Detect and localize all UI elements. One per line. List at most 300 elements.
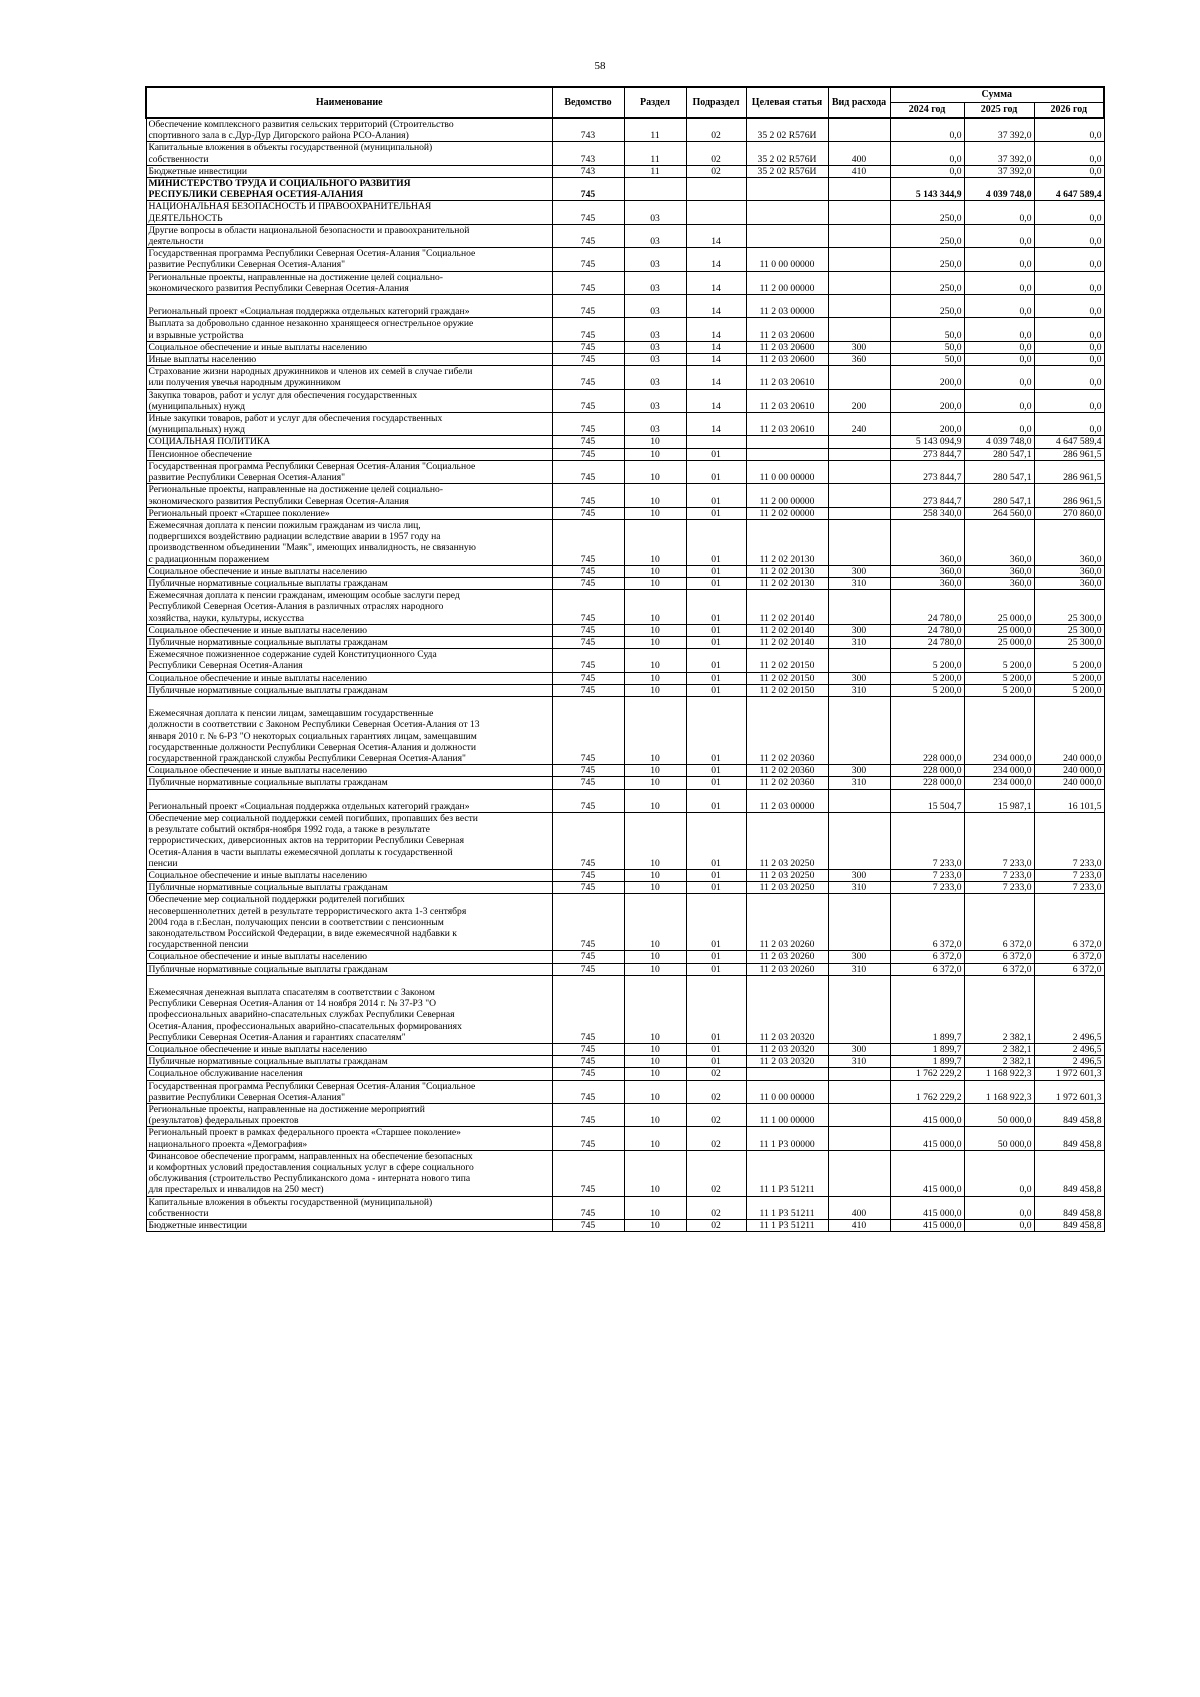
cell-2026: 0,0 bbox=[1034, 248, 1104, 271]
cell-target-article: 11 0 00 00000 bbox=[746, 460, 828, 483]
cell-2026: 4 647 589,4 bbox=[1034, 436, 1104, 448]
cell-2024: 5 200,0 bbox=[890, 672, 964, 684]
cell-dept: 745 bbox=[552, 271, 624, 294]
cell-2024: 415 000,0 bbox=[890, 1127, 964, 1150]
cell-name bbox=[146, 1150, 552, 1196]
cell-section: 10 bbox=[624, 484, 686, 507]
cell-name-line: Иные выплаты населению bbox=[148, 354, 257, 366]
cell-name-line: Выплата за добровольно сданное незаконно хранящееся огнестрельное оружие bbox=[148, 318, 474, 330]
cell-name bbox=[146, 696, 552, 764]
cell-dept: 743 bbox=[552, 165, 624, 177]
cell-target-article: 11 2 03 20320 bbox=[746, 975, 828, 1043]
cell-2025: 0,0 bbox=[964, 366, 1034, 389]
cell-expense-type bbox=[828, 224, 890, 247]
cell-subsection: 14 bbox=[686, 354, 746, 366]
cell-dept: 745 bbox=[552, 696, 624, 764]
table-row bbox=[146, 271, 1104, 294]
cell-name bbox=[146, 1196, 552, 1219]
cell-subsection: 01 bbox=[686, 624, 746, 636]
cell-target-article: 11 2 02 20150 bbox=[746, 672, 828, 684]
cell-target-article: 11 2 02 20150 bbox=[746, 649, 828, 672]
cell-name-line: Осетия-Алания в части выплаты ежемесячной доплаты к государственной bbox=[148, 846, 453, 858]
cell-name-line: НАЦИОНАЛЬНАЯ БЕЗОПАСНОСТЬ И ПРАВООХРАНИТЕЛЬНАЯ bbox=[148, 201, 432, 213]
cell-2026: 270 860,0 bbox=[1034, 507, 1104, 519]
cell-subsection: 02 bbox=[686, 165, 746, 177]
cell-2024: 250,0 bbox=[890, 271, 964, 294]
cell-2024: 200,0 bbox=[890, 389, 964, 412]
header-year-2024: 2024 год bbox=[890, 103, 964, 119]
cell-target-article: 11 2 02 20130 bbox=[746, 519, 828, 565]
cell-2025: 0,0 bbox=[964, 295, 1034, 318]
cell-expense-type: 310 bbox=[828, 777, 890, 789]
cell-2024: 5 143 344,9 bbox=[890, 178, 964, 201]
cell-section: 10 bbox=[624, 507, 686, 519]
cell-section: 10 bbox=[624, 777, 686, 789]
cell-target-article: 11 2 03 20600 bbox=[746, 354, 828, 366]
cell-name-line: ДЕЯТЕЛЬНОСТЬ bbox=[148, 212, 223, 224]
cell-target-article: 11 2 02 20360 bbox=[746, 696, 828, 764]
cell-name-line: Иные закупки товаров, работ и услуг для обеспечения государственных bbox=[148, 413, 443, 425]
table-row bbox=[146, 201, 1104, 224]
cell-dept: 745 bbox=[552, 975, 624, 1043]
cell-target-article: 11 2 03 00000 bbox=[746, 789, 828, 812]
cell-2026: 360,0 bbox=[1034, 565, 1104, 577]
cell-name-line: Другие вопросы в области национальной безопасности и правоохранительной bbox=[148, 224, 470, 236]
cell-2024: 273 844,7 bbox=[890, 460, 964, 483]
cell-name-line: Социальное обеспечение и иные выплаты населению bbox=[148, 624, 367, 636]
cell-2026: 0,0 bbox=[1034, 201, 1104, 224]
cell-2026: 0,0 bbox=[1034, 295, 1104, 318]
cell-name-line: Региональный проект «Социальная поддержка отдельных категорий граждан» bbox=[148, 800, 470, 812]
table-row bbox=[146, 1068, 1104, 1080]
cell-name bbox=[146, 777, 552, 789]
cell-expense-type bbox=[828, 318, 890, 341]
cell-2026: 286 961,5 bbox=[1034, 460, 1104, 483]
cell-name bbox=[146, 507, 552, 519]
cell-name-line: подвергшихся воздействию радиации вследствие аварии в 1957 году на bbox=[148, 531, 441, 543]
cell-2024: 1 762 229,2 bbox=[890, 1068, 964, 1080]
cell-expense-type: 410 bbox=[828, 165, 890, 177]
cell-subsection: 02 bbox=[686, 1080, 746, 1103]
cell-section: 03 bbox=[624, 201, 686, 224]
cell-expense-type: 240 bbox=[828, 413, 890, 436]
cell-name bbox=[146, 178, 552, 201]
cell-name-line: Пенсионное обеспечение bbox=[148, 448, 252, 460]
cell-name-line: Капитальные вложения в объекты государственной (муниципальной) bbox=[148, 142, 433, 154]
cell-subsection: 01 bbox=[686, 882, 746, 894]
cell-section: 03 bbox=[624, 354, 686, 366]
cell-name-line: Бюджетные инвестиции bbox=[148, 1220, 247, 1232]
cell-2026: 240 000,0 bbox=[1034, 765, 1104, 777]
table-row bbox=[146, 870, 1104, 882]
cell-section: 10 bbox=[624, 577, 686, 589]
cell-section: 10 bbox=[624, 882, 686, 894]
cell-target-article: 35 2 02 R576И bbox=[746, 165, 828, 177]
cell-section: 10 bbox=[624, 975, 686, 1043]
cell-2024: 0,0 bbox=[890, 165, 964, 177]
cell-dept: 745 bbox=[552, 201, 624, 224]
cell-dept: 745 bbox=[552, 484, 624, 507]
cell-2026: 0,0 bbox=[1034, 318, 1104, 341]
cell-section bbox=[624, 178, 686, 201]
cell-target-article: 11 2 03 20600 bbox=[746, 341, 828, 353]
cell-name-line: РЕСПУБЛИКИ СЕВЕРНАЯ ОСЕТИЯ-АЛАНИЯ bbox=[148, 189, 364, 201]
cell-dept: 743 bbox=[552, 118, 624, 142]
cell-expense-type: 410 bbox=[828, 1220, 890, 1232]
cell-2024: 24 780,0 bbox=[890, 636, 964, 648]
cell-2024: 415 000,0 bbox=[890, 1196, 964, 1219]
cell-name bbox=[146, 1056, 552, 1068]
cell-expense-type bbox=[828, 1080, 890, 1103]
cell-target-article: 11 2 03 20250 bbox=[746, 812, 828, 869]
cell-name bbox=[146, 672, 552, 684]
table-row bbox=[146, 436, 1104, 448]
cell-name-line: государственной пенсии bbox=[148, 939, 249, 951]
cell-section: 10 bbox=[624, 1150, 686, 1196]
cell-subsection: 01 bbox=[686, 565, 746, 577]
header-target-article: Целевая статья bbox=[746, 87, 828, 118]
cell-name bbox=[146, 142, 552, 165]
cell-2025: 5 200,0 bbox=[964, 649, 1034, 672]
cell-dept: 745 bbox=[552, 649, 624, 672]
cell-dept: 745 bbox=[552, 1056, 624, 1068]
table-row bbox=[146, 777, 1104, 789]
cell-dept: 745 bbox=[552, 870, 624, 882]
cell-expense-type bbox=[828, 1068, 890, 1080]
cell-name-line: Обеспечение комплексного развития сельских территорий (Строительство bbox=[148, 119, 454, 130]
cell-subsection: 02 bbox=[686, 118, 746, 142]
cell-2025: 0,0 bbox=[964, 318, 1034, 341]
cell-2026: 0,0 bbox=[1034, 389, 1104, 412]
cell-2024: 1 899,7 bbox=[890, 1056, 964, 1068]
cell-2024: 6 372,0 bbox=[890, 963, 964, 975]
cell-name-line: несовершеннолетних детей в результате террористического акта 1-3 сентября bbox=[148, 905, 467, 917]
cell-name-line: собственности bbox=[148, 153, 209, 165]
cell-name bbox=[146, 577, 552, 589]
cell-2026: 1 972 601,3 bbox=[1034, 1068, 1104, 1080]
cell-name bbox=[146, 951, 552, 963]
cell-2024: 228 000,0 bbox=[890, 765, 964, 777]
cell-dept: 745 bbox=[552, 389, 624, 412]
table-row bbox=[146, 696, 1104, 764]
cell-dept: 745 bbox=[552, 460, 624, 483]
cell-subsection: 01 bbox=[686, 649, 746, 672]
cell-name-line: (муниципальных) нужд bbox=[148, 424, 246, 436]
cell-target-article: 11 2 03 20610 bbox=[746, 413, 828, 436]
cell-target-article: 11 2 03 20260 bbox=[746, 951, 828, 963]
table-row bbox=[146, 963, 1104, 975]
cell-dept: 745 bbox=[552, 1127, 624, 1150]
cell-name-line: производственном объединении "Маяк", имеющих инвалидность, не связанную bbox=[148, 542, 476, 554]
cell-2026: 7 233,0 bbox=[1034, 812, 1104, 869]
cell-subsection: 01 bbox=[686, 765, 746, 777]
cell-section: 03 bbox=[624, 271, 686, 294]
cell-name bbox=[146, 1068, 552, 1080]
table-row bbox=[146, 341, 1104, 353]
cell-section: 10 bbox=[624, 460, 686, 483]
cell-2026: 849 458,8 bbox=[1034, 1196, 1104, 1219]
cell-section: 10 bbox=[624, 1056, 686, 1068]
cell-subsection: 01 bbox=[686, 577, 746, 589]
cell-section: 03 bbox=[624, 248, 686, 271]
cell-dept: 745 bbox=[552, 1044, 624, 1056]
cell-dept: 745 bbox=[552, 777, 624, 789]
cell-name-line: (результатов) федеральных проектов bbox=[148, 1115, 299, 1127]
cell-section: 10 bbox=[624, 448, 686, 460]
cell-2025: 0,0 bbox=[964, 341, 1034, 353]
cell-2024: 0,0 bbox=[890, 118, 964, 142]
table-row bbox=[146, 295, 1104, 318]
cell-subsection: 01 bbox=[686, 484, 746, 507]
cell-name-line: профессиональных аварийно-спасательных службах Республики Северная bbox=[148, 1009, 455, 1021]
cell-subsection: 01 bbox=[686, 951, 746, 963]
cell-2024: 415 000,0 bbox=[890, 1220, 964, 1232]
table-row bbox=[146, 178, 1104, 201]
cell-dept: 745 bbox=[552, 765, 624, 777]
header-name: Наименование bbox=[146, 87, 552, 118]
cell-2024: 5 200,0 bbox=[890, 684, 964, 696]
cell-name-line: Республики Северная Осетия-Алания и гарантиях спасателям" bbox=[148, 1031, 406, 1043]
cell-2025: 37 392,0 bbox=[964, 165, 1034, 177]
cell-expense-type bbox=[828, 1150, 890, 1196]
cell-expense-type: 310 bbox=[828, 963, 890, 975]
cell-subsection: 02 bbox=[686, 1127, 746, 1150]
cell-section: 03 bbox=[624, 341, 686, 353]
cell-target-article: 11 2 02 20360 bbox=[746, 777, 828, 789]
cell-name-line: для престарелых и инвалидов на 250 мест) bbox=[148, 1184, 324, 1196]
cell-name bbox=[146, 366, 552, 389]
table-body bbox=[146, 118, 1104, 1232]
cell-2025: 1 168 922,3 bbox=[964, 1068, 1034, 1080]
cell-dept: 745 bbox=[552, 318, 624, 341]
cell-name bbox=[146, 271, 552, 294]
cell-2025: 6 372,0 bbox=[964, 963, 1034, 975]
cell-section: 10 bbox=[624, 696, 686, 764]
cell-name-line: с радиационным поражением bbox=[148, 553, 270, 565]
cell-target-article: 11 1 P3 00000 bbox=[746, 1127, 828, 1150]
cell-2026: 16 101,5 bbox=[1034, 789, 1104, 812]
table-row bbox=[146, 975, 1104, 1043]
header-expense-type: Вид расхода bbox=[828, 87, 890, 118]
cell-name-line: Публичные нормативные социальные выплаты гражданам bbox=[148, 777, 388, 789]
cell-2025: 15 987,1 bbox=[964, 789, 1034, 812]
cell-name-line: Государственная программа Республики Северная Осетия-Алания "Социальное bbox=[148, 248, 476, 260]
cell-name bbox=[146, 975, 552, 1043]
cell-dept: 745 bbox=[552, 1220, 624, 1232]
cell-name-line: Публичные нормативные социальные выплаты гражданам bbox=[148, 1056, 388, 1068]
cell-target-article bbox=[746, 436, 828, 448]
cell-2024: 250,0 bbox=[890, 295, 964, 318]
cell-name-line: государственные должности Республики Северная Осетия-Алания и должности bbox=[148, 741, 477, 753]
cell-name-line: законодательством Российской Федерации, в виде ежемесячной надбавки к bbox=[148, 928, 457, 940]
cell-name bbox=[146, 295, 552, 318]
table-row bbox=[146, 224, 1104, 247]
cell-2024: 273 844,7 bbox=[890, 484, 964, 507]
table-row bbox=[146, 882, 1104, 894]
cell-name-line: Государственная программа Республики Северная Осетия-Алания "Социальное bbox=[148, 1080, 476, 1092]
cell-2024: 200,0 bbox=[890, 413, 964, 436]
cell-2025: 37 392,0 bbox=[964, 142, 1034, 165]
cell-subsection: 14 bbox=[686, 341, 746, 353]
cell-name-line: Обеспечение мер социальной поддержки родителей погибших bbox=[148, 894, 405, 906]
cell-2026: 25 300,0 bbox=[1034, 624, 1104, 636]
cell-name-line: или получения увечья народным дружинником bbox=[148, 377, 341, 389]
table-row bbox=[146, 590, 1104, 625]
cell-2026: 0,0 bbox=[1034, 366, 1104, 389]
cell-section: 03 bbox=[624, 366, 686, 389]
cell-2025: 5 200,0 bbox=[964, 684, 1034, 696]
cell-target-article: 11 2 03 20610 bbox=[746, 366, 828, 389]
cell-2025: 7 233,0 bbox=[964, 882, 1034, 894]
cell-2026: 7 233,0 bbox=[1034, 882, 1104, 894]
cell-2024: 24 780,0 bbox=[890, 590, 964, 625]
cell-2026: 849 458,8 bbox=[1034, 1220, 1104, 1232]
cell-name bbox=[146, 224, 552, 247]
cell-2025: 6 372,0 bbox=[964, 894, 1034, 951]
cell-name-line: обслуживания (строительство Республиканского дома - интерната нового типа bbox=[148, 1173, 471, 1185]
cell-dept: 745 bbox=[552, 590, 624, 625]
cell-subsection: 02 bbox=[686, 1104, 746, 1127]
cell-name-line: СОЦИАЛЬНАЯ ПОЛИТИКА bbox=[148, 436, 271, 448]
cell-2025: 0,0 bbox=[964, 413, 1034, 436]
header-year-2025: 2025 год bbox=[964, 103, 1034, 119]
cell-2024: 228 000,0 bbox=[890, 777, 964, 789]
cell-target-article: 11 1 P3 51211 bbox=[746, 1196, 828, 1219]
cell-target-article: 11 2 02 20130 bbox=[746, 565, 828, 577]
cell-name bbox=[146, 484, 552, 507]
cell-section: 10 bbox=[624, 870, 686, 882]
cell-2026: 0,0 bbox=[1034, 271, 1104, 294]
cell-name bbox=[146, 1080, 552, 1103]
cell-2026: 849 458,8 bbox=[1034, 1104, 1104, 1127]
cell-name-line: Ежемесячная доплата к пенсии пожилым гражданам из числа лиц, bbox=[148, 519, 421, 531]
cell-name bbox=[146, 624, 552, 636]
cell-subsection: 14 bbox=[686, 413, 746, 436]
cell-name-line: января 2010 г. № 6-РЗ "О некоторых социальных гарантиях лицам, замещавшим bbox=[148, 730, 477, 742]
cell-name-line: и комфортных условий предоставления социальных услуг в сфере социального bbox=[148, 1162, 474, 1174]
cell-subsection: 01 bbox=[686, 672, 746, 684]
cell-2026: 849 458,8 bbox=[1034, 1127, 1104, 1150]
cell-section: 03 bbox=[624, 389, 686, 412]
cell-subsection: 01 bbox=[686, 448, 746, 460]
cell-name-line: Ежемесячная доплата к пенсии гражданам, имеющим особые заслуги перед bbox=[148, 590, 460, 602]
cell-subsection: 01 bbox=[686, 696, 746, 764]
cell-dept: 745 bbox=[552, 413, 624, 436]
cell-dept: 745 bbox=[552, 507, 624, 519]
cell-target-article: 11 2 03 20320 bbox=[746, 1056, 828, 1068]
cell-subsection: 01 bbox=[686, 590, 746, 625]
header-subsection: Подраздел bbox=[686, 87, 746, 118]
cell-name-line: МИНИСТЕРСТВО ТРУДА И СОЦИАЛЬНОГО РАЗВИТИЯ bbox=[148, 178, 411, 190]
cell-name-line: и взрывные устройства bbox=[148, 329, 244, 341]
cell-2024: 6 372,0 bbox=[890, 951, 964, 963]
cell-dept: 745 bbox=[552, 1104, 624, 1127]
cell-section: 10 bbox=[624, 1044, 686, 1056]
cell-expense-type: 300 bbox=[828, 765, 890, 777]
table-row bbox=[146, 1056, 1104, 1068]
cell-expense-type: 310 bbox=[828, 882, 890, 894]
cell-target-article: 11 2 02 20140 bbox=[746, 590, 828, 625]
table-row bbox=[146, 318, 1104, 341]
cell-dept: 745 bbox=[552, 295, 624, 318]
cell-name-line: Региональные проекты, направленные на достижение мероприятий bbox=[148, 1104, 425, 1116]
cell-name-line: Ежемесячное пожизненное содержание судей Конституционного Суда bbox=[148, 649, 437, 661]
cell-2026: 360,0 bbox=[1034, 519, 1104, 565]
cell-name-line bbox=[149, 295, 550, 306]
cell-target-article: 11 2 03 20260 bbox=[746, 963, 828, 975]
cell-section: 10 bbox=[624, 1080, 686, 1103]
cell-name bbox=[146, 201, 552, 224]
cell-name bbox=[146, 1044, 552, 1056]
cell-name bbox=[146, 789, 552, 812]
cell-2024: 7 233,0 bbox=[890, 870, 964, 882]
cell-subsection: 02 bbox=[686, 1068, 746, 1080]
cell-name-line: экономического развития Республики Северная Осетия-Алания bbox=[148, 282, 409, 294]
cell-target-article: 11 0 00 00000 bbox=[746, 1080, 828, 1103]
cell-name bbox=[146, 1104, 552, 1127]
cell-2025: 0,0 bbox=[964, 354, 1034, 366]
cell-2024: 50,0 bbox=[890, 354, 964, 366]
cell-name bbox=[146, 354, 552, 366]
cell-2024: 250,0 bbox=[890, 224, 964, 247]
cell-name bbox=[146, 413, 552, 436]
cell-2024: 50,0 bbox=[890, 318, 964, 341]
cell-target-article bbox=[746, 201, 828, 224]
cell-2024: 200,0 bbox=[890, 366, 964, 389]
cell-subsection: 14 bbox=[686, 389, 746, 412]
cell-name-line bbox=[149, 790, 550, 801]
cell-section: 10 bbox=[624, 636, 686, 648]
cell-name bbox=[146, 248, 552, 271]
cell-section: 03 bbox=[624, 224, 686, 247]
header-year-2026: 2026 год bbox=[1034, 103, 1104, 119]
cell-name-line: Региональный проект в рамках федерального проекта «Старшее поколение» bbox=[148, 1127, 461, 1139]
cell-expense-type bbox=[828, 484, 890, 507]
cell-expense-type bbox=[828, 812, 890, 869]
cell-2024: 50,0 bbox=[890, 341, 964, 353]
cell-name bbox=[146, 1220, 552, 1232]
cell-2025: 0,0 bbox=[964, 224, 1034, 247]
cell-2026: 5 200,0 bbox=[1034, 649, 1104, 672]
cell-dept: 745 bbox=[552, 341, 624, 353]
cell-2026: 0,0 bbox=[1034, 224, 1104, 247]
cell-2025: 50 000,0 bbox=[964, 1104, 1034, 1127]
cell-subsection: 14 bbox=[686, 224, 746, 247]
cell-2024: 250,0 bbox=[890, 201, 964, 224]
cell-expense-type bbox=[828, 448, 890, 460]
table-row bbox=[146, 951, 1104, 963]
cell-target-article bbox=[746, 448, 828, 460]
cell-expense-type bbox=[828, 696, 890, 764]
cell-2025: 0,0 bbox=[964, 248, 1034, 271]
cell-2024: 6 372,0 bbox=[890, 894, 964, 951]
cell-name-line: пенсии bbox=[148, 857, 178, 869]
cell-2025: 280 547,1 bbox=[964, 448, 1034, 460]
cell-section: 10 bbox=[624, 1104, 686, 1127]
cell-dept: 745 bbox=[552, 519, 624, 565]
cell-2025: 2 382,1 bbox=[964, 1056, 1034, 1068]
cell-2025: 0,0 bbox=[964, 1150, 1034, 1196]
cell-dept: 745 bbox=[552, 963, 624, 975]
cell-dept: 745 bbox=[552, 436, 624, 448]
cell-subsection: 02 bbox=[686, 1196, 746, 1219]
cell-name-line: Обеспечение мер социальной поддержки семей погибших, пропавших без вести bbox=[148, 812, 478, 824]
cell-name-line: Социальное обеспечение и иные выплаты населению bbox=[148, 951, 367, 963]
cell-2026: 2 496,5 bbox=[1034, 975, 1104, 1043]
cell-2026: 286 961,5 bbox=[1034, 484, 1104, 507]
cell-2025: 25 000,0 bbox=[964, 636, 1034, 648]
table-row bbox=[146, 519, 1104, 565]
